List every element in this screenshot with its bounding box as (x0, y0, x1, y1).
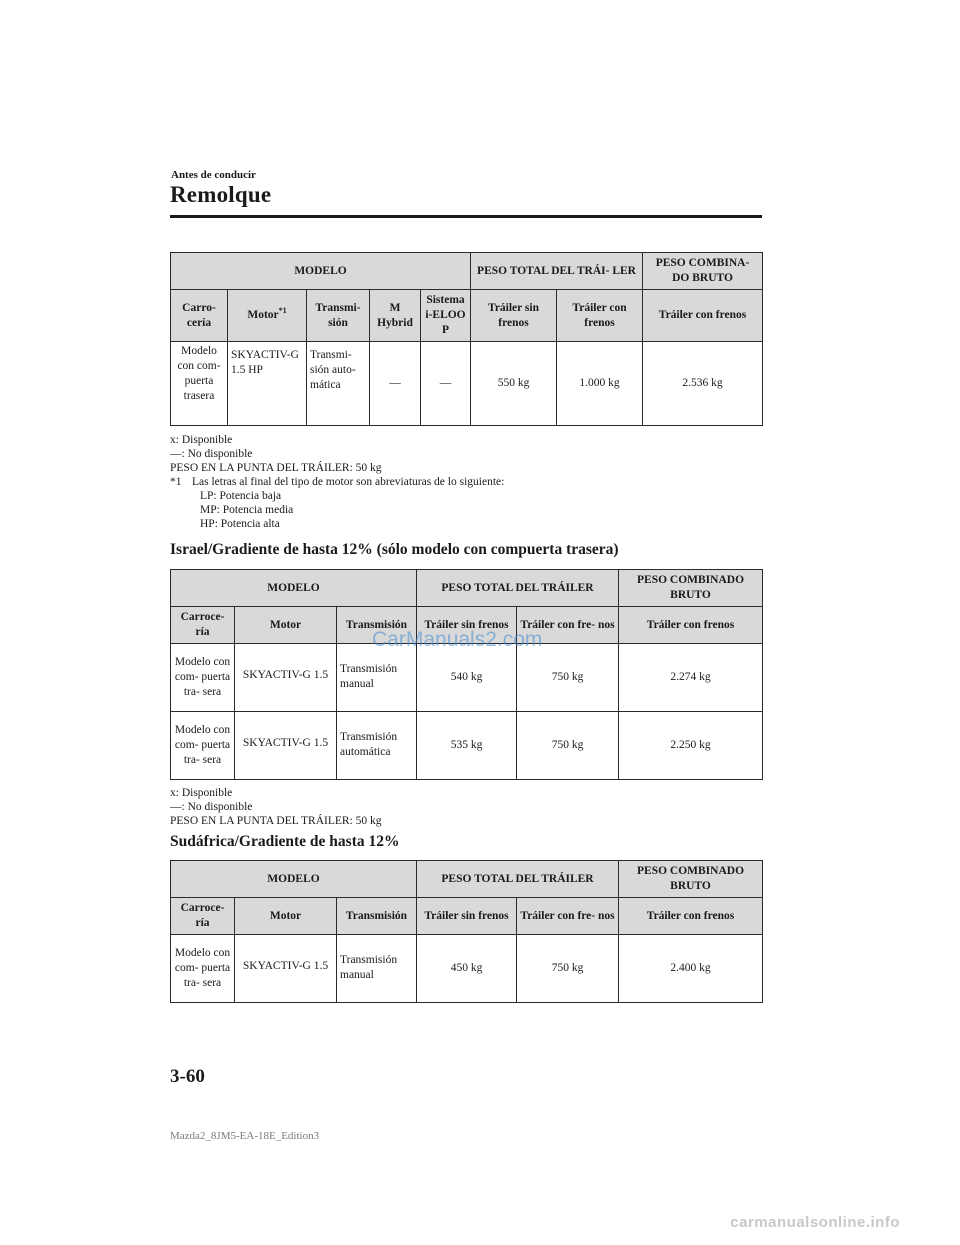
header-sistema: Sistema i-ELOO P (421, 290, 471, 342)
cell-transmision: Transmisión manual (337, 644, 417, 712)
cell-bruto: 2.274 kg (619, 644, 763, 712)
header-peso-total: PESO TOTAL DEL TRÁI- LER (471, 253, 643, 290)
cell-motor: SKYACTIV-G 1.5 (235, 712, 337, 780)
note-disponible: x: Disponible (170, 434, 233, 446)
footnote-mark: *1 (170, 476, 182, 488)
note-disponible: x: Disponible (170, 787, 233, 799)
footnote-text: Las letras al final del tipo de motor son abreviaturas de lo siguiente: (192, 476, 505, 488)
note-peso-punta: PESO EN LA PUNTA DEL TRÁILER: 50 kg (170, 815, 382, 827)
cell-m-hybrid: — (370, 342, 421, 426)
header-trailer-sin-frenos: Tráiler sin frenos (471, 290, 557, 342)
cell-sistema: — (421, 342, 471, 426)
cell-transmision: Transmisión manual (337, 935, 417, 1003)
page-number: 3-60 (170, 1066, 205, 1087)
towing-table-israel (170, 569, 763, 780)
cell-transmision: Transmisión automática (337, 712, 417, 780)
section-label: Antes de conducir (171, 169, 256, 181)
header-modelo: MODELO (171, 861, 417, 898)
notes-israel (170, 786, 382, 828)
header-carroceria: Carroce- ría (171, 898, 235, 935)
header-m-hybrid: M Hybrid (370, 290, 421, 342)
cell-carroceria: Modelo con com- puerta trasera (171, 342, 228, 426)
header-trailer-con-frenos-bruto: Tráiler con frenos (643, 290, 763, 342)
table-row (171, 712, 763, 780)
header-modelo: MODELO (171, 570, 417, 607)
note-mp: MP: Potencia media (200, 504, 294, 516)
cell-sin-frenos: 540 kg (417, 644, 517, 712)
notes-general (170, 433, 504, 531)
header-trailer-con-frenos: Tráiler con fre- nos (517, 607, 619, 644)
footer-mark: Mazda2_8JM5-EA-18E_Edition3 (170, 1130, 320, 1142)
table-row (171, 935, 763, 1003)
header-motor-label: Motor (247, 309, 279, 321)
header-peso-combinado: PESO COMBINADO BRUTO (619, 861, 763, 898)
cell-sin-frenos: 535 kg (417, 712, 517, 780)
cell-carroceria: Modelo con com- puerta tra- sera (171, 935, 235, 1003)
title-rule (170, 215, 762, 218)
note-no-disponible: —: No disponible (170, 448, 253, 460)
header-motor: Motor (235, 607, 337, 644)
header-trailer-con-frenos-bruto: Tráiler con frenos (619, 898, 763, 935)
cell-bruto: 2.536 kg (643, 342, 763, 426)
cell-carroceria: Modelo con com- puerta tra- sera (171, 644, 235, 712)
note-lp: LP: Potencia baja (200, 490, 282, 502)
note-no-disponible: —: No disponible (170, 801, 253, 813)
header-modelo: MODELO (171, 253, 471, 290)
heading-israel: Israel/Gradiente de hasta 12% (sólo modelo con compuerta trasera) (170, 541, 619, 558)
towing-table-sudafrica (170, 860, 763, 1003)
header-peso-total: PESO TOTAL DEL TRÁILER (417, 570, 619, 607)
footnote-ref: *1 (278, 306, 287, 316)
header-peso-combinado: PESO COMBINADO BRUTO (619, 570, 763, 607)
footnote (170, 475, 504, 489)
header-peso-combinado: PESO COMBINA- DO BRUTO (643, 253, 763, 290)
note-hp: HP: Potencia alta (200, 518, 280, 530)
header-transmision: Transmi- sión (307, 290, 370, 342)
cell-transmision: Transmi- sión auto- mática (307, 342, 370, 426)
header-trailer-con-frenos: Tráiler con fre- nos (517, 898, 619, 935)
cell-motor: SKYACTIV-G 1.5 (235, 935, 337, 1003)
cell-motor: SKYACTIV-G 1.5 (235, 644, 337, 712)
header-trailer-sin-frenos: Tráiler sin frenos (417, 607, 517, 644)
footer-logo: carmanualsonline.info (730, 1214, 900, 1231)
cell-carroceria: Modelo con com- puerta tra- sera (171, 712, 235, 780)
header-trailer-sin-frenos: Tráiler sin frenos (417, 898, 517, 935)
header-transmision: Transmisión (337, 607, 417, 644)
cell-bruto: 2.400 kg (619, 935, 763, 1003)
cell-sin-frenos: 450 kg (417, 935, 517, 1003)
chapter-title: Remolque (170, 182, 272, 207)
cell-motor: SKYACTIV-G 1.5 HP (228, 342, 307, 426)
cell-sin-frenos: 550 kg (471, 342, 557, 426)
table-row (171, 644, 763, 712)
header-trailer-con-frenos-bruto: Tráiler con frenos (619, 607, 763, 644)
header-peso-total: PESO TOTAL DEL TRÁILER (417, 861, 619, 898)
cell-con-frenos: 750 kg (517, 712, 619, 780)
table-row (171, 342, 763, 426)
note-peso-punta: PESO EN LA PUNTA DEL TRÁILER: 50 kg (170, 462, 382, 474)
cell-con-frenos: 1.000 kg (557, 342, 643, 426)
heading-sudafrica: Sudáfrica/Gradiente de hasta 12% (170, 833, 400, 850)
header-motor (228, 290, 307, 342)
cell-bruto: 2.250 kg (619, 712, 763, 780)
header-carroceria: Carro- cería (171, 290, 228, 342)
header-motor: Motor (235, 898, 337, 935)
header-transmision: Transmisión (337, 898, 417, 935)
header-carroceria: Carroce- ría (171, 607, 235, 644)
header-trailer-con-frenos: Tráiler con frenos (557, 290, 643, 342)
cell-con-frenos: 750 kg (517, 644, 619, 712)
watermark: CarManuals2.com (372, 628, 543, 651)
towing-table-general (170, 252, 763, 426)
cell-con-frenos: 750 kg (517, 935, 619, 1003)
